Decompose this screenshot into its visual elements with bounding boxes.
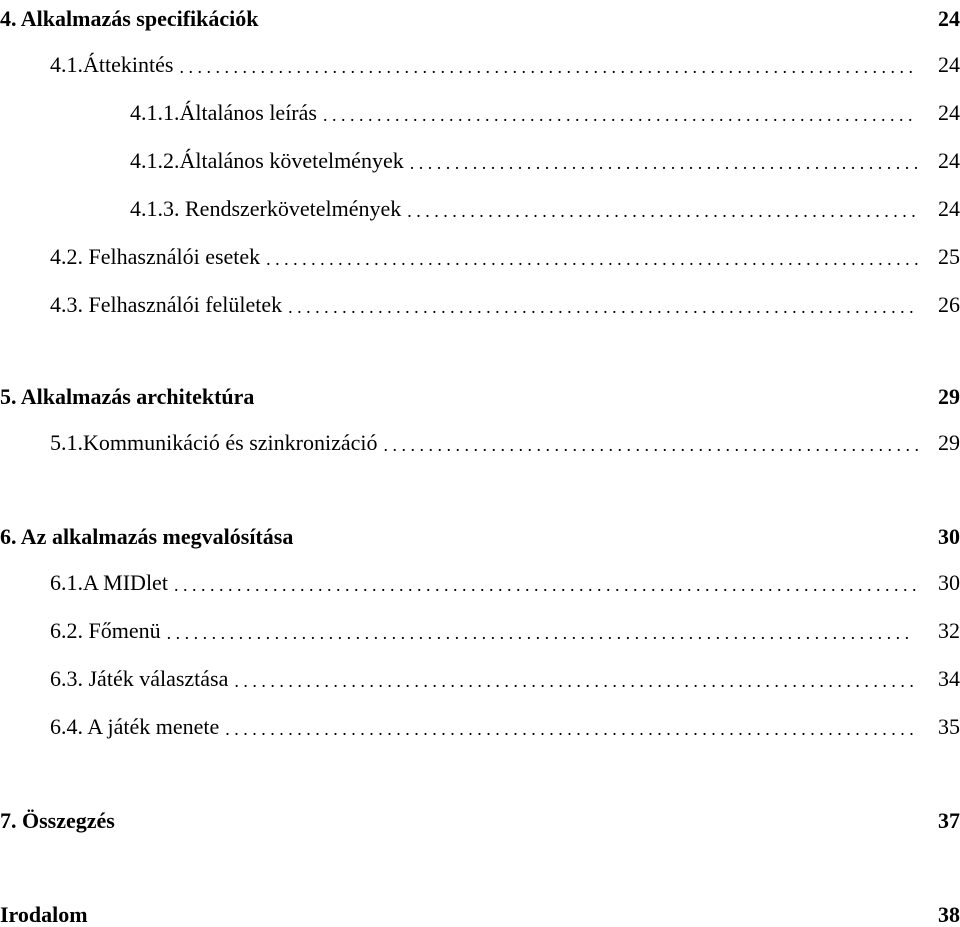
dot-leader: [179, 58, 918, 76]
dot-leader: [288, 298, 918, 316]
dot-leader: [323, 106, 918, 124]
toc-entry-label: 6.1.A MIDlet: [50, 570, 168, 595]
toc-entry-label: 4.1.Áttekintés: [50, 52, 174, 77]
dot-leader: [266, 250, 918, 268]
toc-entry-page: 29: [938, 384, 960, 409]
toc-entry-label: 5.1.Kommunikáció és szinkronizáció: [50, 430, 378, 455]
toc-entry-page: 37: [938, 808, 960, 833]
toc-entry-page: 24: [938, 196, 960, 221]
toc-entry-4-1-1[interactable]: [0, 94, 960, 124]
toc-entry-4-1-2[interactable]: [0, 142, 960, 172]
toc-entry-label: 4.1.3. Rendszerkövetelmények: [130, 196, 402, 221]
dot-leader: [174, 576, 918, 594]
toc-entry-page: 24: [938, 148, 960, 173]
toc-entry-4-2[interactable]: [0, 238, 960, 268]
toc-entry-label: 7. Összegzés: [0, 808, 115, 833]
toc-entry-label: 4.3. Felhasználói felületek: [50, 292, 283, 317]
toc-entry-page: 35: [938, 714, 960, 739]
toc-entry-5-1[interactable]: [0, 424, 960, 454]
toc-entry-label: 6. Az alkalmazás megvalósítása: [0, 524, 294, 549]
toc-entry-page: 24: [938, 6, 960, 31]
toc-entry-page: 24: [938, 52, 960, 77]
toc-entry-page: 25: [938, 244, 960, 269]
dot-leader: [167, 624, 918, 642]
toc-entry-page: 32: [938, 618, 960, 643]
toc-entry-label: 6.4. A játék menete: [50, 714, 220, 739]
toc-entry-label: 6.2. Főmenü: [50, 618, 161, 643]
toc-entry-page: 24: [938, 100, 960, 125]
toc-entry-page: 30: [938, 570, 960, 595]
toc-entry-label: 4. Alkalmazás specifikációk: [0, 6, 259, 31]
toc-entry-page: 26: [938, 292, 960, 317]
toc-entry-label: 6.3. Játék választása: [50, 666, 229, 691]
toc-entry-4-1-3[interactable]: [0, 190, 960, 220]
dot-leader: [383, 436, 918, 454]
toc-entry-chapter-5[interactable]: [0, 378, 960, 408]
toc-entry-6-3[interactable]: [0, 660, 960, 690]
toc-entry-chapter-6[interactable]: [0, 518, 960, 548]
toc-entry-label: 4.2. Felhasználói esetek: [50, 244, 261, 269]
dot-leader: [410, 154, 918, 172]
toc-entry-label: Irodalom: [0, 902, 88, 927]
toc-entry-6-4[interactable]: [0, 708, 960, 738]
toc-entry-6-2[interactable]: [0, 612, 960, 642]
dot-leader: [225, 720, 918, 738]
toc-entry-page: 34: [938, 666, 960, 691]
dot-leader: [234, 672, 918, 690]
toc-entry-6-1[interactable]: [0, 564, 960, 594]
toc-entry-label: 4.1.2.Általános követelmények: [130, 148, 404, 173]
toc-entry-page: 29: [938, 430, 960, 455]
toc-entry-4-1[interactable]: [0, 46, 960, 76]
toc-entry-label: 4.1.1.Általános leírás: [130, 100, 317, 125]
toc-entry-page: 30: [938, 524, 960, 549]
dot-leader: [407, 202, 918, 220]
toc-entry-4-3[interactable]: [0, 286, 960, 316]
toc-entry-label: 5. Alkalmazás architektúra: [0, 384, 255, 409]
toc-entry-chapter-7[interactable]: [0, 802, 960, 832]
toc-entry-chapter-4[interactable]: [0, 0, 960, 30]
toc-entry-irodalom[interactable]: [0, 896, 960, 926]
toc-entry-page: 38: [938, 902, 960, 927]
